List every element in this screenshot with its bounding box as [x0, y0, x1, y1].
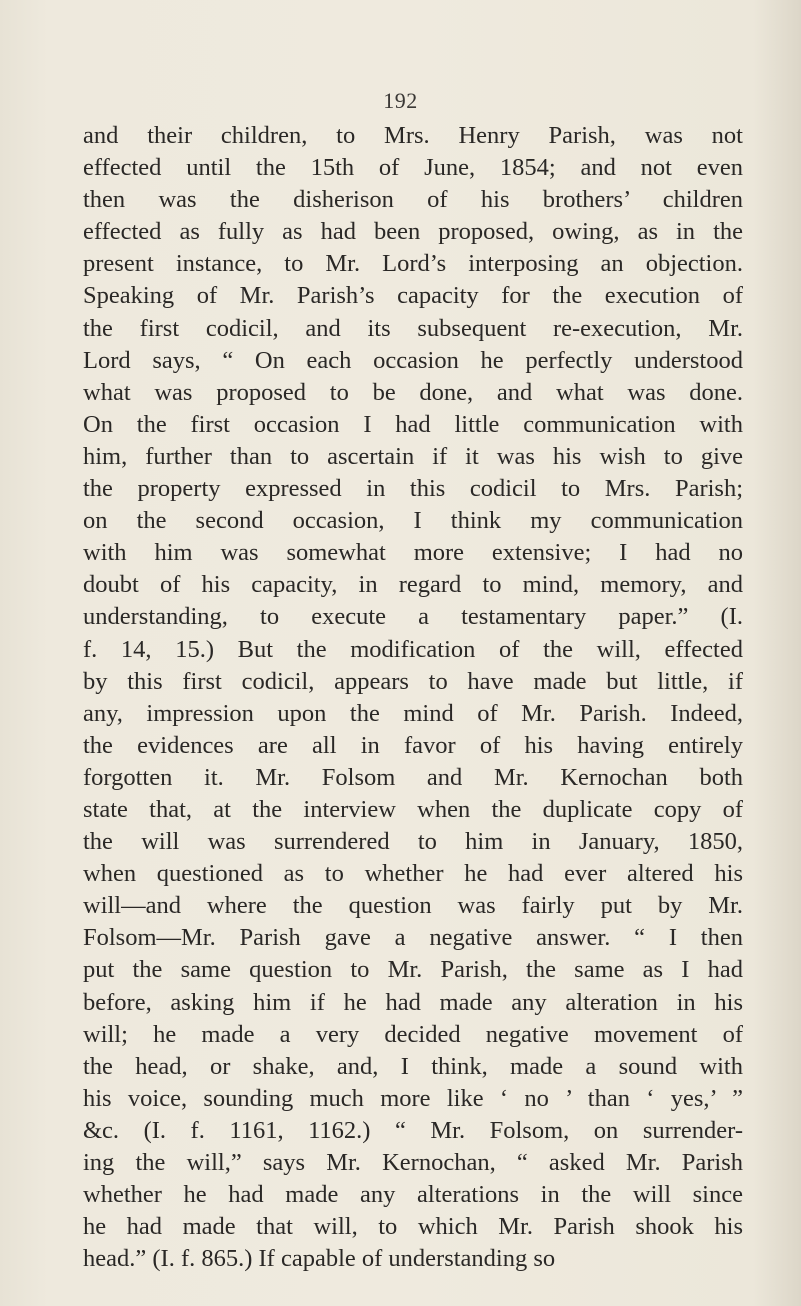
text-line: effected as fully as had been proposed, owing, as in the — [83, 218, 743, 246]
text-line: forgotten it. Mr. Folsom and Mr. Kernochan both — [83, 763, 743, 791]
text-line: the property expressed in this codicil to Mrs. Parish; — [83, 475, 743, 503]
text-line: by this first codicil, appears to have made but little, if — [83, 667, 743, 695]
text-line: the evidences are all in favor of his having entirely — [83, 731, 743, 759]
text-line: before, asking him if he had made any alteration in his — [83, 988, 743, 1016]
text-line: present instance, to Mr. Lord’s interposing an objection. — [83, 250, 743, 278]
text-line: his voice, sounding much more like ‘ no ’ than ‘ yes,’ ” — [83, 1084, 743, 1112]
text-line: the will was surrendered to him in January, 1850, — [83, 828, 743, 856]
text-line: then was the disherison of his brothers’ children — [83, 186, 743, 214]
text-line: effected until the 15th of June, 1854; and not even — [83, 154, 743, 182]
text-line: state that, at the interview when the duplicate copy of — [83, 795, 743, 823]
text-line: when questioned as to whether he had ever altered his — [83, 860, 743, 888]
text-line: will; he made a very decided negative movement of — [83, 1020, 743, 1048]
text-line: any, impression upon the mind of Mr. Parish. Indeed, — [83, 699, 743, 727]
body-text — [83, 120, 743, 1275]
text-line: &c. (I. f. 1161, 1162.) “ Mr. Folsom, on surrender- — [83, 1116, 743, 1144]
text-line: will—and where the question was fairly put by Mr. — [83, 892, 743, 920]
text-line: understanding, to execute a testamentary paper.” (I. — [83, 603, 743, 631]
text-line: what was proposed to be done, and what was done. — [83, 378, 743, 406]
text-line: ing the will,” says Mr. Kernochan, “ asked Mr. Parish — [83, 1149, 743, 1176]
text-line: the head, or shake, and, I think, made a sound with — [83, 1052, 743, 1080]
text-line: with him was somewhat more extensive; I had no — [83, 539, 743, 567]
text-line: Folsom—Mr. Parish gave a negative answer. “ I then — [83, 924, 743, 952]
text-line: on the second occasion, I think my communication — [83, 507, 743, 535]
text-line: him, further than to ascertain if it was his wish to give — [83, 442, 743, 470]
text-line: Speaking of Mr. Parish’s capacity for the execution of — [83, 282, 743, 310]
text-line: he had made that will, to which Mr. Parish shook his — [83, 1213, 743, 1241]
text-line: doubt of his capacity, in regard to mind, memory, and — [83, 571, 743, 599]
text-line: the first codicil, and its subsequent re-execution, Mr. — [83, 314, 743, 342]
text-line: Lord says, “ On each occasion he perfectly understood — [83, 346, 743, 374]
text-line: f. 14, 15.) But the modification of the will, effected — [83, 635, 743, 663]
text-line: put the same question to Mr. Parish, the same as I had — [83, 956, 743, 984]
text-line: whether he had made any alterations in the will since — [83, 1181, 743, 1209]
page-number: 192 — [383, 88, 418, 113]
text-line: head.” (I. f. 865.) If capable of understanding so — [83, 1245, 556, 1273]
text-line: On the first occasion I had little communication with — [83, 410, 743, 438]
text-line: and their children, to Mrs. Henry Parish, was not — [83, 122, 743, 149]
